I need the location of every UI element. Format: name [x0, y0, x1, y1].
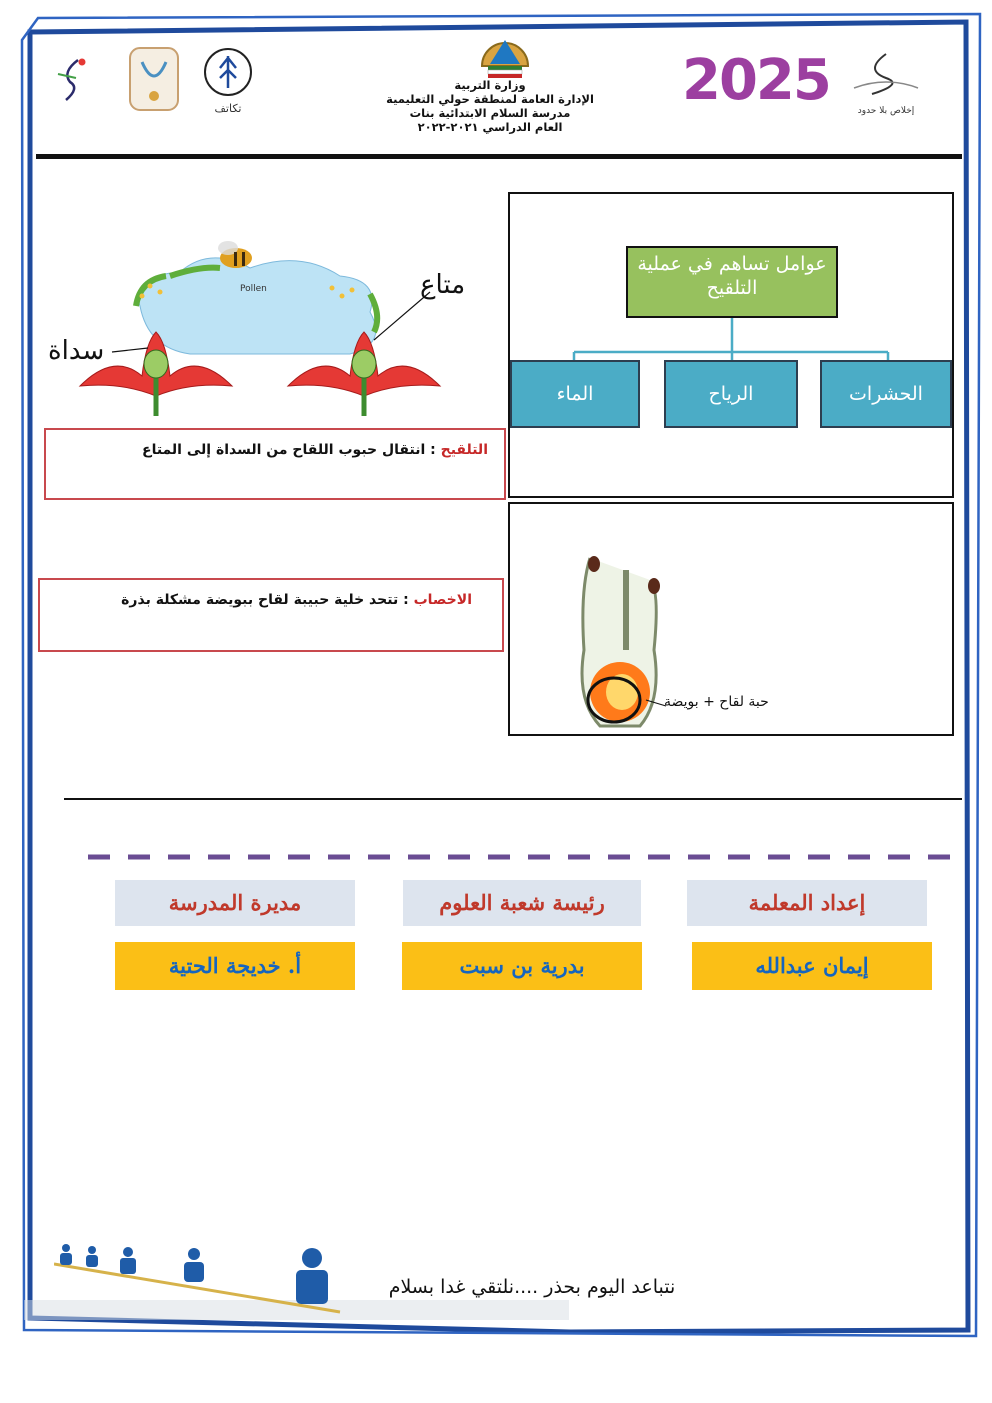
year-2025-logo: 2025 — [682, 48, 830, 113]
concept-root-box: عوامل تساهم في عملية التلقيح — [626, 246, 838, 318]
anther-label: متاع — [420, 270, 466, 300]
school-badge-icon — [128, 46, 180, 114]
pollination-definition-box — [44, 428, 506, 500]
takatuf-circle-icon — [200, 46, 256, 98]
flower-pollination-illustration — [70, 236, 470, 426]
signature-name-teacher: إيمان عبدالله — [692, 942, 932, 990]
section-divider — [64, 798, 962, 800]
factor-wind: الرياح — [664, 360, 798, 428]
pollination-definition: انتقال حبوب اللقاح من السداة إلى المتاع — [142, 442, 426, 458]
fertilization-definition: تتحد خلية حبيبة لقاح ببويضة مشكلة بذرة — [121, 592, 399, 608]
takatuf-logo-text: تكاتف — [214, 102, 242, 115]
pollination-term: التلقيح — [440, 442, 488, 458]
kuwait-emblem-icon — [476, 30, 534, 80]
signature-title-teacher: إعداد المعلمة — [687, 880, 927, 926]
fertilization-separator: : — [398, 592, 414, 608]
fertilization-definition-box — [38, 578, 504, 652]
header-text-block — [340, 78, 640, 134]
signature-name-principal: أ. خديجة الحتية — [115, 942, 355, 990]
factor-water: الماء — [510, 360, 640, 428]
social-distancing-people-icon — [54, 1236, 354, 1320]
pollination-separator: : — [425, 442, 441, 458]
dashed-divider — [88, 854, 960, 860]
ovary-caption: حبة لقاح + بويضة — [664, 694, 769, 710]
school-slogan-logo-icon — [846, 48, 926, 98]
pollen-label: Pollen — [240, 284, 267, 294]
signature-title-science-head: رئيسة شعبة العلوم — [403, 880, 641, 926]
school-name: مدرسة السلام الابتدائية بنات — [409, 106, 571, 120]
signature-title-principal: مديرة المدرسة — [115, 880, 355, 926]
concept-map-connectors — [508, 192, 954, 498]
stigma-label: سداة — [48, 336, 105, 366]
school-slogan: إخلاص بلا حدود — [857, 106, 915, 116]
footer-motto: نتباعد اليوم بحذر ....نلتقي غدا بسلام — [388, 1276, 676, 1298]
runner-logo-icon — [52, 54, 96, 108]
header-divider — [36, 154, 962, 159]
academic-year: العام الدراسي ٢٠٢١-٢٠٢٢ — [417, 120, 563, 134]
ministry-name: وزارة التربية — [454, 78, 526, 92]
district-name: الإدارة العامة لمنطقة حولي التعليمية — [386, 92, 594, 106]
ovary-illustration — [570, 550, 670, 730]
fertilization-term: الاخصاب — [413, 592, 472, 608]
signature-name-science-head: بدرية بن سبت — [402, 942, 642, 990]
factor-insects: الحشرات — [820, 360, 952, 428]
takatuf-logo — [200, 46, 256, 118]
